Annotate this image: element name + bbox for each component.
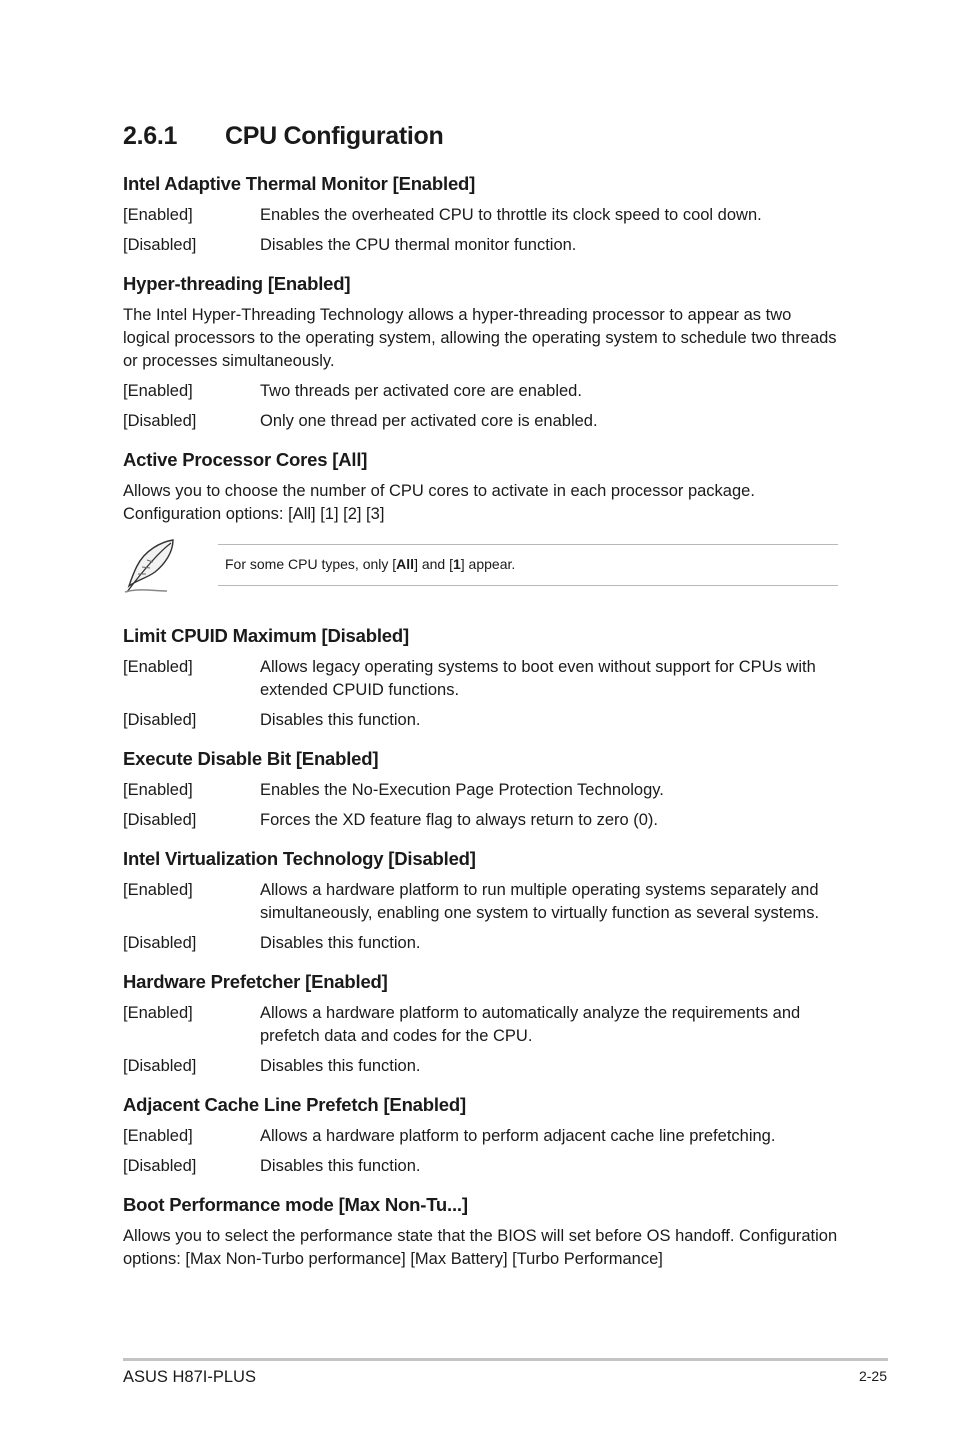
option-row — [123, 779, 838, 802]
option-text: Forces the XD feature flag to always return to zero (0). — [260, 811, 659, 829]
item-thermal-monitor — [123, 172, 838, 257]
item-heading: Limit CPUID Maximum [Disabled] — [123, 625, 409, 646]
note-text: For some CPU types, only [All] and [1] appear. — [225, 556, 516, 572]
item-execute-disable — [123, 747, 838, 832]
note-box — [218, 544, 838, 586]
option-text: Allows a hardware platform to run multiple operating systems separately and simultaneously, enabling one system to virtually function as several systems. — [260, 881, 820, 922]
option-row — [123, 1125, 838, 1148]
option-text: Enables the No-Execution Page Protection Technology. — [260, 781, 664, 799]
option-text: Allows a hardware platform to perform adjacent cache line prefetching. — [260, 1127, 776, 1145]
option-key: [Enabled] — [123, 1127, 193, 1145]
content — [123, 172, 838, 1286]
section-name: CPU Configuration — [225, 122, 444, 150]
option-text: Allows legacy operating systems to boot even without support for CPUs with extended CPUID functions. — [260, 658, 816, 699]
footer-divider — [123, 1358, 888, 1361]
section-number: 2.6.1 — [123, 122, 178, 150]
option-row — [123, 234, 838, 257]
item-heading: Boot Performance mode [Max Non-Tu...] — [123, 1194, 468, 1215]
option-row — [123, 204, 838, 227]
item-heading: Hardware Prefetcher [Enabled] — [123, 971, 388, 992]
option-key: [Disabled] — [123, 1057, 197, 1075]
option-text: Only one thread per activated core is enabled. — [260, 412, 598, 430]
option-text: Disables the CPU thermal monitor function. — [260, 236, 577, 254]
feather-pen-icon — [123, 536, 179, 596]
item-hyper-threading — [123, 272, 838, 433]
option-row — [123, 709, 838, 732]
option-key: [Disabled] — [123, 412, 197, 430]
item-heading: Adjacent Cache Line Prefetch [Enabled] — [123, 1094, 466, 1115]
item-adjacent-cache — [123, 1093, 838, 1178]
item-description: Allows you to select the performance state that the BIOS will set before OS handoff. Configuration options: [Max Non-Turbo performance] [Max Battery] [Turbo Performance] — [123, 1227, 838, 1268]
item-limit-cpuid — [123, 624, 838, 732]
item-heading: Intel Adaptive Thermal Monitor [Enabled] — [123, 173, 476, 194]
option-key: [Enabled] — [123, 382, 193, 400]
option-text: Allows a hardware platform to automatically analyze the requirements and prefetch data and codes for the CPU. — [260, 1004, 801, 1045]
footer-page-number: 2-25 — [858, 1368, 887, 1384]
section-title — [123, 122, 443, 151]
option-row — [123, 879, 838, 925]
option-row — [123, 410, 838, 433]
footer-product: ASUS H87I-PLUS — [123, 1368, 256, 1386]
item-active-cores — [123, 448, 838, 526]
option-key: [Disabled] — [123, 811, 197, 829]
option-key: [Enabled] — [123, 658, 193, 676]
item-boot-performance — [123, 1193, 838, 1271]
option-row — [123, 932, 838, 955]
option-key: [Enabled] — [123, 881, 193, 899]
item-hw-prefetcher — [123, 970, 838, 1078]
option-key: [Disabled] — [123, 236, 197, 254]
option-text: Disables this function. — [260, 1057, 421, 1075]
option-row — [123, 656, 838, 702]
option-text: Disables this function. — [260, 934, 421, 952]
item-heading: Intel Virtualization Technology [Disabled] — [123, 848, 476, 869]
option-key: [Disabled] — [123, 934, 197, 952]
note-callout — [123, 544, 838, 604]
option-text: Two threads per activated core are enabled. — [260, 382, 582, 400]
item-heading: Active Processor Cores [All] — [123, 449, 368, 470]
option-row — [123, 380, 838, 403]
option-key: [Disabled] — [123, 711, 197, 729]
option-row — [123, 1155, 838, 1178]
item-heading: Hyper-threading [Enabled] — [123, 273, 351, 294]
option-key: [Enabled] — [123, 781, 193, 799]
item-description: The Intel Hyper-Threading Technology allows a hyper-threading processor to appear as two logical processors to the operating system, allowing the operating system to schedule two threads or processes simultaneously. — [123, 306, 837, 370]
option-text: Disables this function. — [260, 1157, 421, 1175]
item-heading: Execute Disable Bit [Enabled] — [123, 748, 379, 769]
item-description: Allows you to choose the number of CPU cores to activate in each processor package. Configuration options: [All] [1] [2] [3] — [123, 482, 755, 523]
option-text: Disables this function. — [260, 711, 421, 729]
option-row — [123, 1002, 838, 1048]
option-key: [Enabled] — [123, 206, 193, 224]
option-row — [123, 1055, 838, 1078]
option-row — [123, 809, 838, 832]
option-text: Enables the overheated CPU to throttle its clock speed to cool down. — [260, 206, 762, 224]
option-key: [Enabled] — [123, 1004, 193, 1022]
item-virtualization — [123, 847, 838, 955]
option-key: [Disabled] — [123, 1157, 197, 1175]
